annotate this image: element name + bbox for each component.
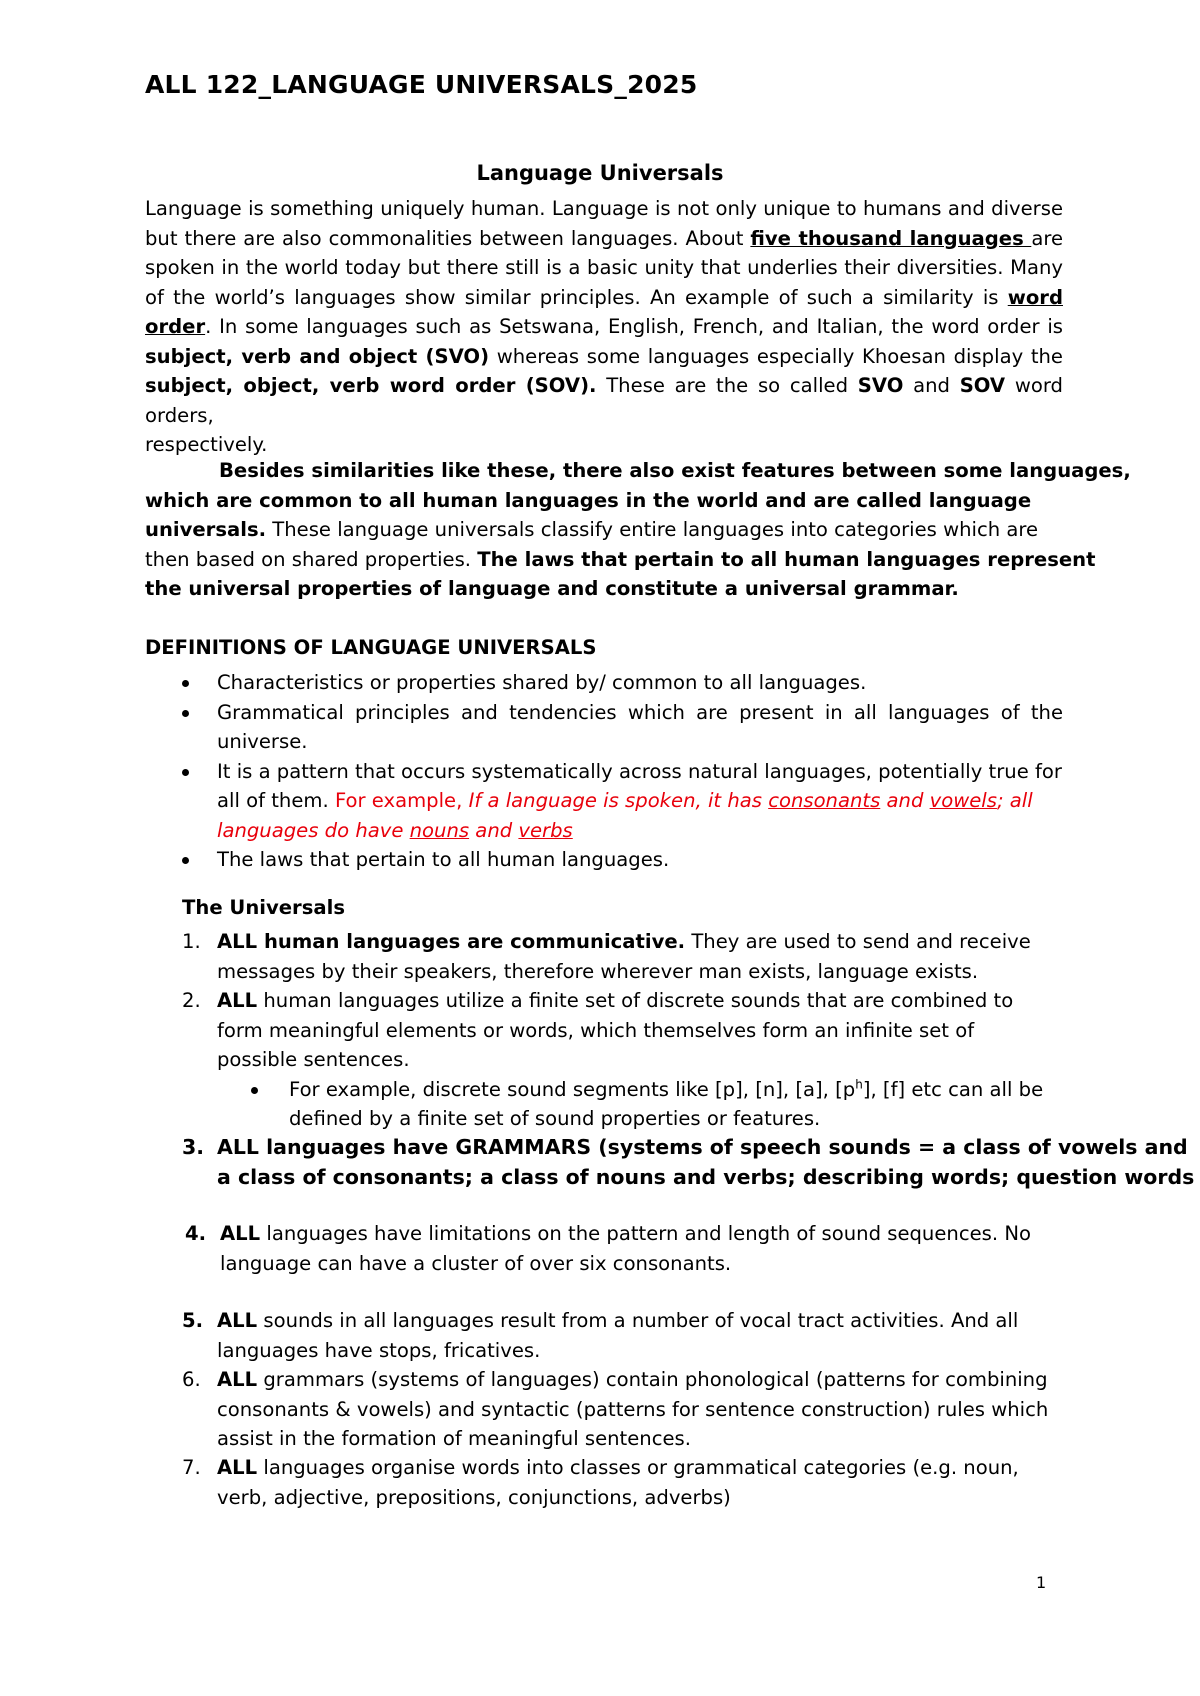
universal-item-2: 2. ALL human languages utilize a finite set of discrete sounds that are combined to form meaningful elements or words, which themselves form an infinite set of possible sentences. For example, discrete sound segments like [p], [n], [a], $[p^h]$, [f] etc can all be defined by a finite set of sound properties or features. [145, 986, 1063, 1134]
bullet-icon [251, 1087, 258, 1094]
universal-item-3: 3. ALL languages have GRAMMARS (systems of speech sounds = a class of vowels and a class of consonants; a class of nouns and verbs; describing words; question words [182, 1135, 1195, 1189]
sub-list-item: For example, discrete sound segments like [p], [n], [a], $[p^h]$, [f] etc can all be defined by a finite set of sound properties or features. [217, 1075, 1063, 1134]
text-line: order. In some languages such as Setswana, English, French, and Italian, the word order is [145, 315, 1063, 338]
text-line: universals. These language universals classify entire languages into categories which are [145, 518, 1039, 541]
universal-item-4: 4. ALL languages have limitations on the pattern and length of sound sequences. No language can have a cluster of over six consonants. [145, 1219, 1063, 1278]
text-line: respectively. [145, 433, 268, 456]
bullet-icon [182, 857, 189, 864]
bullet-icon [182, 680, 189, 687]
universal-item-5: 5. ALL sounds in all languages result from a number of vocal tract activities. And all languages have stops, fricatives. [145, 1306, 1063, 1365]
text-line: Besides similarities like these, there also exist features between some languages, [219, 459, 1131, 482]
universals-heading: The Universals [182, 896, 345, 919]
universal-item-6: 6. ALL grammars (systems of languages) contain phonological (patterns for combining consonants & vowels) and syntactic (patterns for sentence construction) rules which assist in the formation of meaningful sentences. [145, 1365, 1063, 1454]
universals-intro-paragraph [145, 456, 1131, 604]
text-line: Language is something uniquely human. Language is not only unique to humans and diverse [145, 197, 1063, 220]
universal-item-7: 7. ALL languages organise words into classes or grammatical categories (e.g. noun, verb, adjective, prepositions, conjunctions, adverbs) [145, 1453, 1063, 1512]
item-number: 5. [182, 1309, 204, 1332]
definitions-list [145, 668, 1063, 875]
universal-item-1: 1. ALL human languages are communicative. They are used to send and receive messages by their speakers, therefore wherever man exists, language exists. [145, 927, 1063, 986]
item-number: 3. [182, 1135, 205, 1159]
list-item: Characteristics or properties shared by/ common to all languages. [145, 668, 1063, 698]
text-line: then based on shared properties. The laws that pertain to all human languages represent [145, 547, 1096, 571]
bullet-icon [182, 710, 189, 717]
list-item: It is a pattern that occurs systematically across natural languages, potentially true for all of them. For example, If a language is spoken, it has consonants and vowels; all languages do have nouns and verbs [145, 757, 1063, 846]
text-line: of the world’s languages show similar principles. An example of such a similarity is word [145, 285, 1063, 309]
bullet-icon [182, 769, 189, 776]
list-item: Grammatical principles and tendencies which are present in all languages of the universe. [145, 698, 1063, 757]
text-line: subject, object, verb word order (SOV). These are the so called SVO and SOV word orders, [145, 374, 1063, 427]
list-item: The laws that pertain to all human languages. [145, 845, 1063, 875]
course-title: ALL 122_LANGUAGE UNIVERSALS_2025 [145, 70, 698, 99]
item-number: 2. [182, 989, 201, 1012]
text-line: subject, verb and object (SVO) whereas some languages especially Khoesan display the [145, 344, 1063, 368]
item-number: 4. [185, 1222, 207, 1245]
document-title: Language Universals [476, 161, 724, 185]
item-number: 1. [182, 930, 201, 953]
emphasis-five-thousand: five thousand languages [750, 226, 1032, 250]
emphasis-word-order: word [1007, 285, 1063, 309]
text-line: spoken in the world today but there still is a basic unity that underlies their diversities. Many [145, 256, 1063, 279]
intro-paragraph [145, 194, 1063, 460]
text-line: the universal properties of language and constitute a universal grammar. [145, 577, 959, 600]
item-number: 7. [182, 1456, 201, 1479]
page-number: 1 [1036, 1573, 1047, 1592]
item-number: 6. [182, 1368, 201, 1391]
text-line: but there are also commonalities between languages. About five thousand languages are [145, 226, 1063, 250]
text-line: which are common to all human languages in the world and are called language [145, 488, 1032, 512]
definitions-heading: DEFINITIONS OF LANGUAGE UNIVERSALS [145, 636, 597, 659]
